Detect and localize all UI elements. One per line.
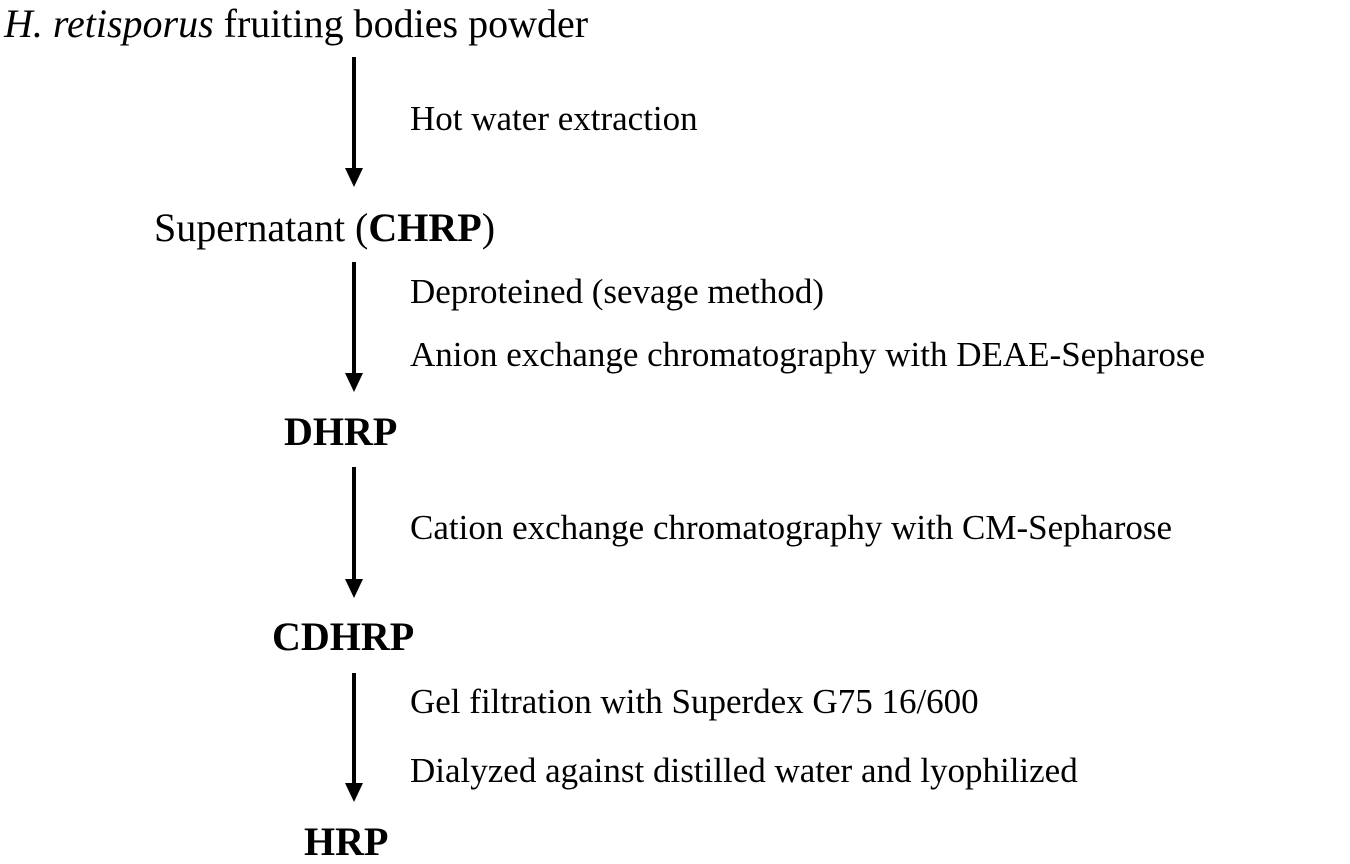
- dhrp-node: DHRP: [284, 409, 398, 454]
- step-deproteined: Deproteined (sevage method): [410, 272, 825, 311]
- start-material-label: fruiting bodies powder: [213, 1, 589, 46]
- species-name: H. retisporus: [4, 1, 214, 46]
- supernatant-prefix: Supernatant (: [154, 205, 369, 250]
- arrow-2: [345, 262, 363, 392]
- arrow-3: [345, 467, 363, 598]
- hrp-node: HRP: [304, 819, 389, 864]
- supernatant-suffix: ): [481, 205, 496, 250]
- step-anion-exchange: Anion exchange chromatography with DEAE-Sepharose: [410, 335, 1206, 374]
- cdhrp-node: CDHRP: [272, 614, 415, 659]
- chrp-code: CHRP: [368, 205, 482, 250]
- arrow-4: [345, 673, 363, 802]
- step-dialyzed: Dialyzed against distilled water and lyophilized: [410, 751, 1078, 790]
- arrow-1: [345, 57, 363, 187]
- step-cation-exchange: Cation exchange chromatography with CM-Sepharose: [410, 508, 1173, 547]
- step-hot-water-extraction: Hot water extraction: [410, 99, 698, 138]
- step-gel-filtration: Gel filtration with Superdex G75 16/600: [410, 682, 979, 721]
